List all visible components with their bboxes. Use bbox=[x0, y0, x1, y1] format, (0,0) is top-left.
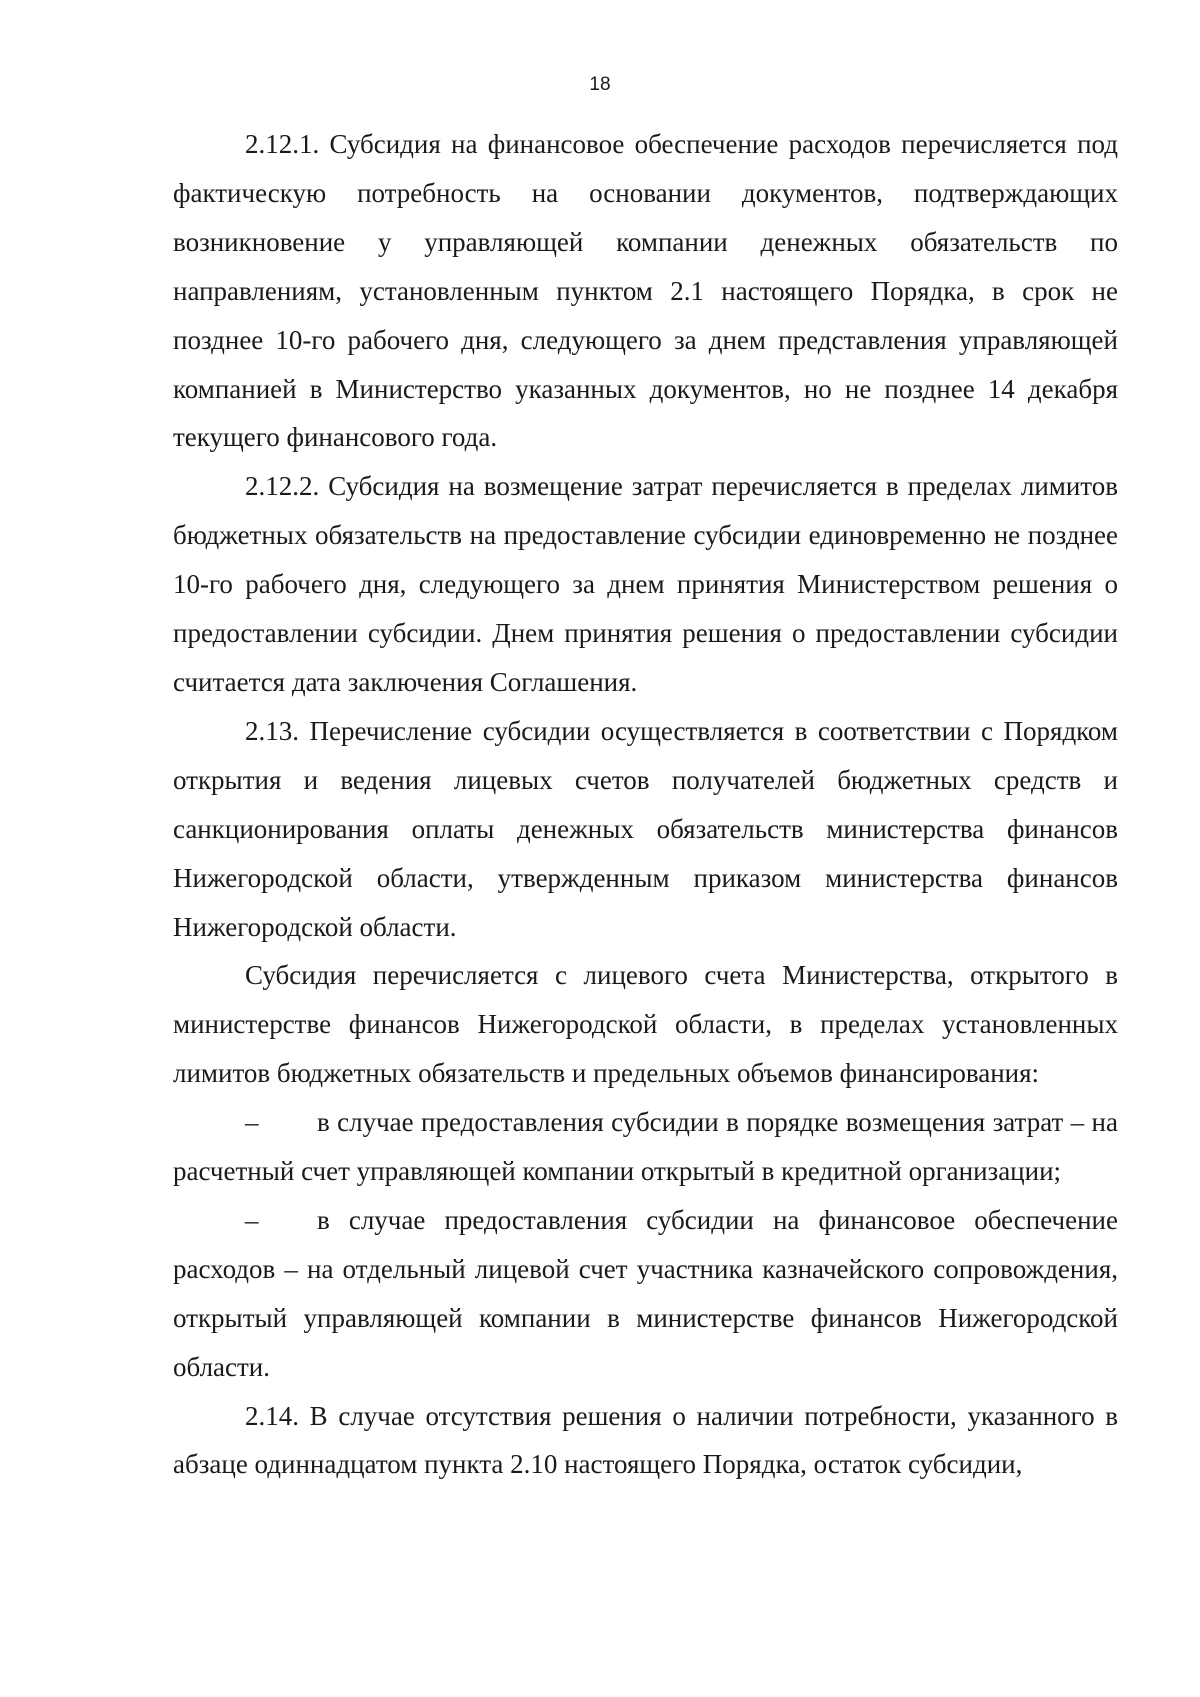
paragraph-2-12-2: 2.12.2. Субсидия на возмещение затрат перечисляется в пределах лимитов бюджетных обязательств на предоставление субсидии единовременно не позднее 10-го рабочего дня, следующего за днем принятия Министерством решения о предоставлении субсидии. Днем принятия решения о предоставлении субсидии считается дата заключения Соглашения. bbox=[173, 471, 1118, 697]
paragraph-2-13: 2.13. Перечисление субсидии осуществляется в соответствии с Порядком открытия и ведения лицевых счетов получателей бюджетных средств и санкционирования оплаты денежных обязательств министерства финансов Нижегородской области, утвержденным приказом министерства финансов Нижегородской области. bbox=[173, 715, 1118, 942]
list-item-text: в случае предоставления субсидии на финансовое обеспечение расходов – на отдельный лицевой счет участника казначейского сопровождения, открытый управляющей компании в министерстве финансов Нижегородской области. bbox=[173, 1204, 1118, 1382]
document-body bbox=[173, 120, 1118, 1489]
paragraph-2-14: 2.14. В случае отсутствия решения о наличии потребности, указанного в абзаце одиннадцатом пункта 2.10 настоящего Порядка, остаток субсидии, bbox=[173, 1400, 1118, 1480]
list-item-text: в случае предоставления субсидии в порядке возмещения затрат – на расчетный счет управляющей компании открытый в кредитной организации; bbox=[173, 1107, 1118, 1187]
list-item bbox=[173, 1196, 1118, 1392]
list-item bbox=[173, 1098, 1118, 1196]
list-dash: – bbox=[245, 1204, 259, 1235]
page-number: 18 bbox=[589, 74, 611, 95]
list-dash: – bbox=[245, 1107, 259, 1138]
paragraph-2-12-1: 2.12.1. Субсидия на финансовое обеспечение расходов перечисляется под фактическую потребность на основании документов, подтверждающих возникновение у управляющей компании денежных обязательств по направлениям, установленным пунктом 2.1 настоящего Порядка, в срок не позднее 10-го рабочего дня, следующего за днем представления управляющей компанией в Министерство указанных документов, но не позднее 14 декабря текущего финансового года. bbox=[173, 129, 1118, 453]
paragraph-subsidy-transfer: Субсидия перечисляется с лицевого счета Министерства, открытого в министерстве финансов Нижегородской области, в пределах установленных лимитов бюджетных обязательств и предельных объемов финансирования: bbox=[173, 960, 1118, 1089]
